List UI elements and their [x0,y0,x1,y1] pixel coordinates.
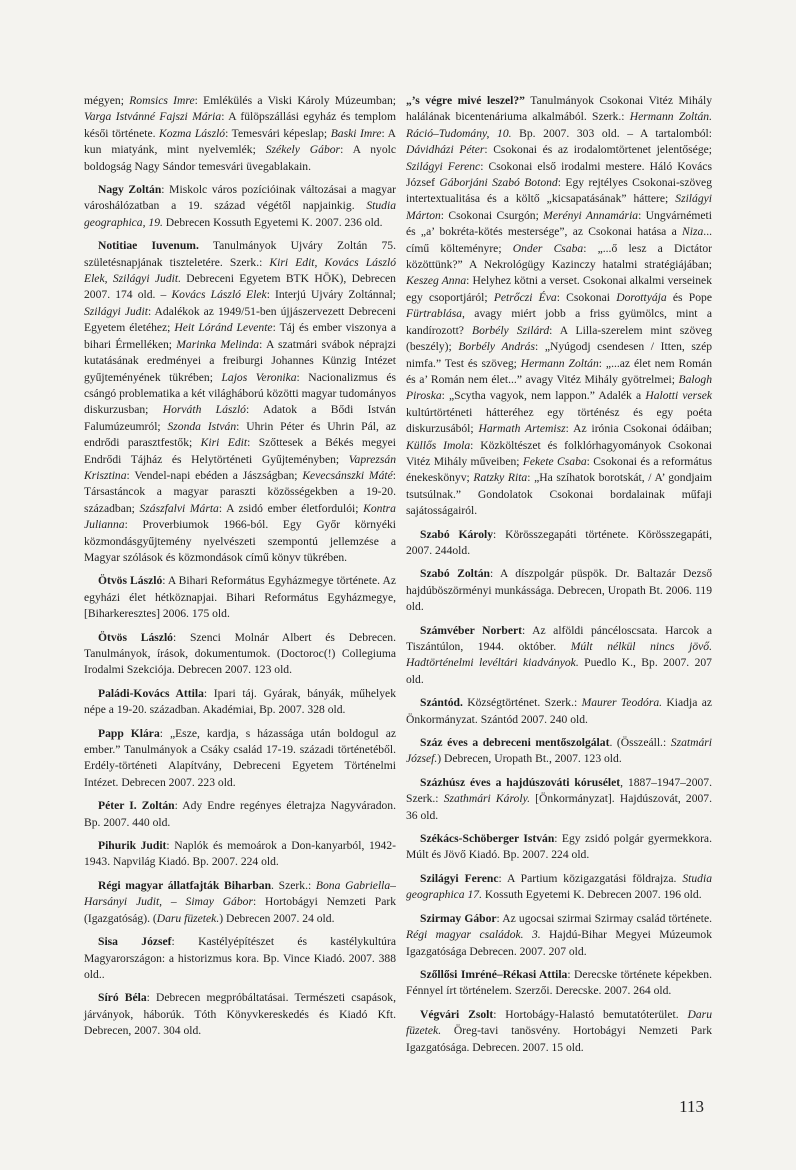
bibliography-entry: Szilágyi Ferenc: A Partium közigazgatási földrajza. Studia geographica 17. Kossuth Egyetemi K. Debrecen 2007. 196 old. [406,871,712,902]
bibliography-entry: Síró Béla: Debrecen megpróbáltatásai. Természeti csapások, járványok, háborúk. Tóth Könyvkereskedés és Kiadó Kft. Debrecen, 2007. 304 old. [84,991,396,1038]
bibliography-entry: Papp Klára: „Esze, kardja, s házassága után boldogul az ember.” Tanulmányok a Csáky család 17-19. századi történetéből. Erdély-történeti Alapítvány, Debreceni Egyetem Történelmi Intézet. Debrecen 2007. 223 old. [84,726,397,789]
bibliography-entry: „’s végre mivé leszel?” Tanulmányok Csokonai Vitéz Mihály halálának bicentenáriuma alkalmából. Szerk.: Hermann Zoltán. Ráció–Tudomány, 10. Bp. 2007. 303 old. – A tartalomból: Dávidházi Péter: Csokonai és az irodalomtörtenet jelentősége; Szilágyi Ferenc: Csokonai első irodalmi mestere. Háló Kovács József Gáborjáni Szabó Botond: Egy rejtélyes Csokonai-szöveg intertextualitása és a költő „kicsapatásának” háttere; Szilágyi Márton: Csokonai Csurgón; Merényi Annamária: Ungvárnémeti és „a’ bokréta-kötés mestersége”, az Csokonai hatása a Niza... című költeményre; Onder Csaba: „...ő lesz a Dictátor közöttünk?” A Nekrológügy Kazinczy hatalmi stratégiájában; Keszeg Anna: Helyhez kötni a verset. Csokonai alkalmi verseinek egy csoportjáról; Petrőczi Éva: Csokonai Dorottyája és Pope Fürtrablása, avagy miért jobb a friss gyümölcs, mint a kandírozott? Borbély Szilárd: A Lilla-szerelem mint szöveg (beszély); Borbély András: „Nyúgodj csendesen / Itten, szép nimfa.” Test és szöveg; Hermann Zoltán: „...az élet nem Román és a’ Román nem élet...” avagy Vitéz Mihály gyötrelmei; Balogh Piroska: „Scytha vagyok, nem lappon.” Adalék a Halotti versek kultúrtörténeti hátteréhez egy történész és egy poéta diskurzusából; Harmath Artemisz: Az irónia Csokonai ódáiban; Küllős Imola: Közköltészet és folklórhagyományok Csokonai Vitéz Mihály műveiben; Fekete Csaba: Csokonai és a református énekeskönyv; Ratzky Rita: „Ha szíhatok borotskát, / A’ gondjaim tsutsúlnak.” Gondolatok Csokonai bordalainak műfaji sajátosságairól. [406,94,713,518]
bibliography-entry: Paládi-Kovács Attila: Ipari táj. Gyárak, bányák, műhelyek népe a 19-20. században. Akadémiai, Bp. 2007. 328 old. [84,686,396,717]
bibliography-entry: Szabó Zoltán: A díszpolgár püspök. Dr. Baltazár Dezső hajdúböszörményi munkássága. Debrecen, Uropath Bt. 2006. 119 old. [406,567,712,614]
bibliography-entry: Notitiae Iuvenum. Tanulmányok Ujváry Zoltán 75. születésnapjának tiszteletére. Szerk.: Kiri Edit, Kovács László Elek, Szilágyi Judit. Debreceni Egyetem BTK HÖK), Debrecen 2007. 174 old. – Kovács László Elek: Interjú Ujváry Zoltánnal; Szilágyi Judit: Adalékok az 1949/51-ben újjászervezett Debreceni Egyetem életéhez; Heit Lóránd Levente: Táj és ember viszonya a bihari Érmelléken; Marinka Melinda: A szatmári svábok néprajzi kutatásának eredményei a freiburgi Johannes Künzig Intézet gyűjteményének tükrében; Lajos Veronika: Nacionalizmus és csángó problematika a két világháború közötti magyar tudományos diskurzusban; Horváth László: Adatok a Bődi István Falumúzeumról; Szonda István: Uhrin Péter és Uhrin Pál, az endrődi parasztfestők; Kiri Edit: Szőttesek a Békés megyei Endrődi Tájház és Helytörténeti Gyűjteményben; Vaprezsán Krisztina: Vendel-napi ebéden a Jászságban; Kevecsánszki Máté: Társastáncok a magyar paraszti közösségekben a 19-20. században; Szászfalvi Márta: A zsidó ember életfordulói; Kontra Julianna: Proverbiumok 1966-ból. Egy Győr környéki közmondásgyűjtemény nyelvészeti szempontú jellemzése a Magyar szólások és közmondások című könyv tükrében. [84,239,397,564]
bibliography-entry: Ötvös László: Szenci Molnár Albert és Debrecen. Tanulmányok, írások, dokumentumok. (Doctoroc(!) Collegiuma Irodalmi Szekciója. Debrecen 2007. 123 old. [84,630,396,677]
bibliography-entry: Péter I. Zoltán: Ady Endre regényes életrajza Nagyváradon. Bp. 2007. 440 old. [84,799,396,829]
bibliography-entry: Szántód. Községtörténet. Szerk.: Maurer Teodóra. Kiadja az Önkormányzat. Szántód 2007. 240 old. [406,696,713,726]
page-number: 113 [679,1097,704,1116]
bibliography-entry: Székács-Schöberger István: Egy zsidó polgár gyermekkora. Múlt és Jövő Kiadó. Bp. 2007. 224 old. [406,832,712,862]
bibliography-entry: Végvári Zsolt: Hortobágy-Halastó bemutatóterület. Daru füzetek. Öreg-tavi tanösvény. Hortobágyi Nemzeti Park Igazgatósága. Debrecen. 2007. 15 old. [406,1007,712,1054]
bibliography-entry: Szabó Károly: Körösszegapáti története. Körösszegapáti, 2007. 244old. [406,527,712,557]
bibliography-entry: Szőllősi Imréné–Rékasi Attila: Derecske története képekben. Fénnyel írt történelem. Szerzői. Derecske. 2007. 264 old. [406,967,713,998]
bibliography-entry: Százhúsz éves a hajdúszováti kórusélet, 1887–1947–2007. Szerk.: Szathmári Károly. [Önkormányzat]. Hajdúszovát, 2007. 36 old. [406,775,713,822]
bibliography-entry: Nagy Zoltán: Miskolc város pozícióinak változásai a magyar városhálózatban a 19. század végétől napjainkig. Studia geographica, 19. Debrecen Kossuth Egyetemi K. 2007. 236 old. [84,183,396,229]
bibliography-entry: Ötvös László: A Bihari Református Egyházmegye története. Az egyházi élet hétköznapjai. Bihari Református Egyházmegye, [Biharkeresztes] 2006. 175 old. [84,574,396,621]
bibliography-entry: Számvéber Norbert: Az alföldi páncéloscsata. Harcok a Tiszántúlon, 1944. október. Múlt nélkül nincs jövő. Hadtörténelmi levéltári kiadványok. Puedlo K., Bp. 2007. 207 old. [406,623,712,686]
bibliography-entry: Sisa József: Kastélyépítészet és kastélykultúra Magyarországon: a historizmus kora. Bp. Vince Kiadó. 2007. 388 old.. [84,935,396,981]
bibliography-entry: Száz éves a debreceni mentőszolgálat. (Összeáll.: Szatmári József.) Debrecen, Uropath Bt., 2007. 123 old. [406,736,713,766]
bibliography-entry: Régi magyar állatfajták Biharban. Szerk.: Bona Gabriella–Harsányi Judit, – Simay Gábor: Hortobágyi Nemzeti Park (Igazgatóság). (Daru füzetek.) Debrecen 2007. 24 old. [84,878,397,925]
right-column [406,93,712,1063]
left-column [84,93,396,1047]
bibliography-entry: mégyen; Romsics Imre: Emlékülés a Viski Károly Múzeumban; Varga Istvánné Fajszi Mária: A fülöpszállási egyház és templom késői története. Kozma László: Temesvári képeslap; Baski Imre: A kun miatyánk, mint nyelvemlék; Székely Gábor: A nyolc boldogság Nagy Sándor temesvári üvegablakain. [84,94,396,173]
bibliography-entry: Szirmay Gábor: Az ugocsai szirmai Szirmay család története. Régi magyar családok. 3. Hajdú-Bihar Megyei Múzeumok Igazgatósága Debrecen. 2007. 207 old. [406,911,713,958]
bibliography-entry: Pihurik Judit: Naplók és memoárok a Don-kanyarból, 1942-1943. Napvilág Kiadó. Bp. 2007. 224 old. [84,839,397,869]
